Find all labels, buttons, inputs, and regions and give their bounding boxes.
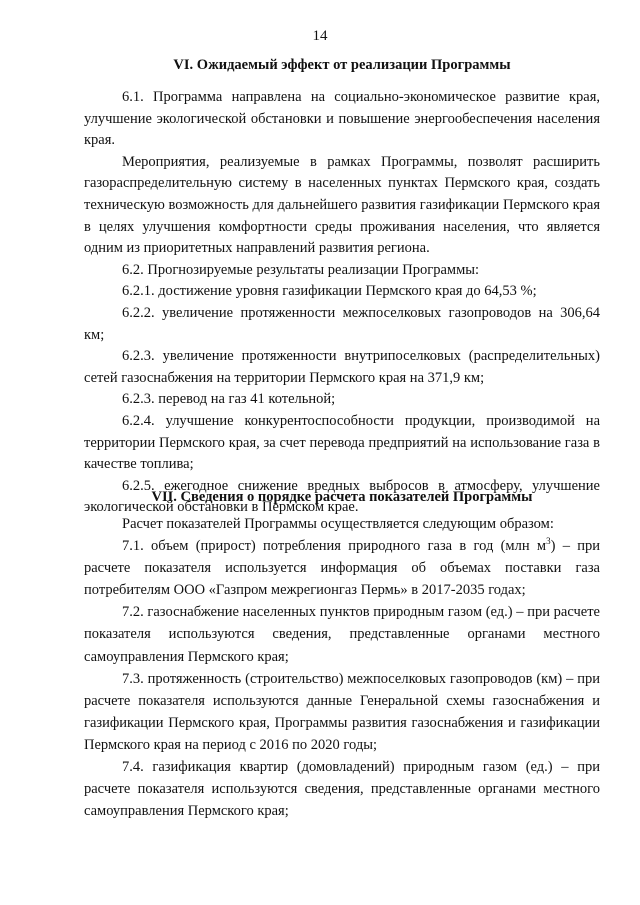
section-7-heading: VII. Сведения о порядке расчета показателей Программы [151, 489, 533, 505]
paragraph-7-2: 7.2. газоснабжение населенных пунктов природным газом (ед.) – при расчете показателя используются сведения, представленные органами местного самоуправления Пермского края; [84, 604, 600, 665]
paragraph-7-1-after: ) – при расчете показателя используется информация об объемах поставки газа потребителям ООО «Газпром межрегионгаз Пермь» в 2017-2035 годах; [84, 538, 600, 599]
paragraph-7-1 [84, 535, 600, 601]
page-number: 14 [312, 28, 328, 44]
paragraph-7-4: 7.4. газификация квартир (домовладений) природным газом (ед.) – при расчете показателя используются сведения, представленные органами местного самоуправления Пермского края; [84, 759, 600, 820]
section-7-body [84, 513, 600, 822]
paragraph-7-intro: Расчет показателей Программы осуществляется следующим образом: [122, 516, 554, 532]
paragraph-6-2-5: 6.2.5. ежегодное снижение вредных выбросов в атмосферу, улучшение экологической обстановки в Пермском крае. [84, 477, 600, 516]
paragraph-6-2-3-networks: 6.2.3. увеличение протяженности внутрипоселковых (распределительных) сетей газоснабжения на территории Пермского края на 371,9 км; [84, 348, 600, 386]
paragraph-6-2: 6.2. Прогнозируемые результаты реализации Программы: [122, 261, 480, 278]
section-6-heading: VI. Ожидаемый эффект от реализации Программы [173, 57, 511, 73]
paragraph-6-2-4: 6.2.4. улучшение конкурентоспособности продукции, производимой на территории Пермского края, за счет перевода предприятий на использование газа в качестве топлива; [84, 412, 600, 473]
paragraph-measures: Мероприятия, реализуемые в рамках Программы, позволят расширить газораспределительную систему в населенных пунктах Пермского края, создать техническую возможность для дальнейшего развития газификации Пермского края в целях улучшения комфортности среды проживания населения, что является одним из приоритетных направлений развития региона. [84, 153, 600, 257]
paragraph-6-2-1: 6.2.1. достижение уровня газификации Пермского края до 64,53 %; [122, 283, 537, 300]
paragraph-6-2-2: 6.2.2. увеличение протяженности межпоселковых газопроводов на 306,64 км; [84, 304, 600, 343]
paragraph-6-2-3-boilers: 6.2.3. перевод на газ 41 котельной; [122, 391, 336, 408]
paragraph-7-3: 7.3. протяженность (строительство) межпоселковых газопроводов (км) – при расчете показателя используются данные Генеральной схемы газоснабжения и газификации Пермского края, Программы развития газоснабжения и газификации Пермского края на период с 2016 по 2020 годы; [84, 670, 600, 753]
cubic-superscript: 3 [546, 536, 551, 547]
section-6-body [84, 87, 600, 519]
paragraph-6-1: 6.1. Программа направлена на социально-экономическое развитие края, улучшение экологической обстановки и повышение энергообеспечения населения края. [84, 89, 600, 149]
paragraph-7-1-before: 7.1. объем (прирост) потребления природного газа в год (млн м [122, 538, 547, 555]
